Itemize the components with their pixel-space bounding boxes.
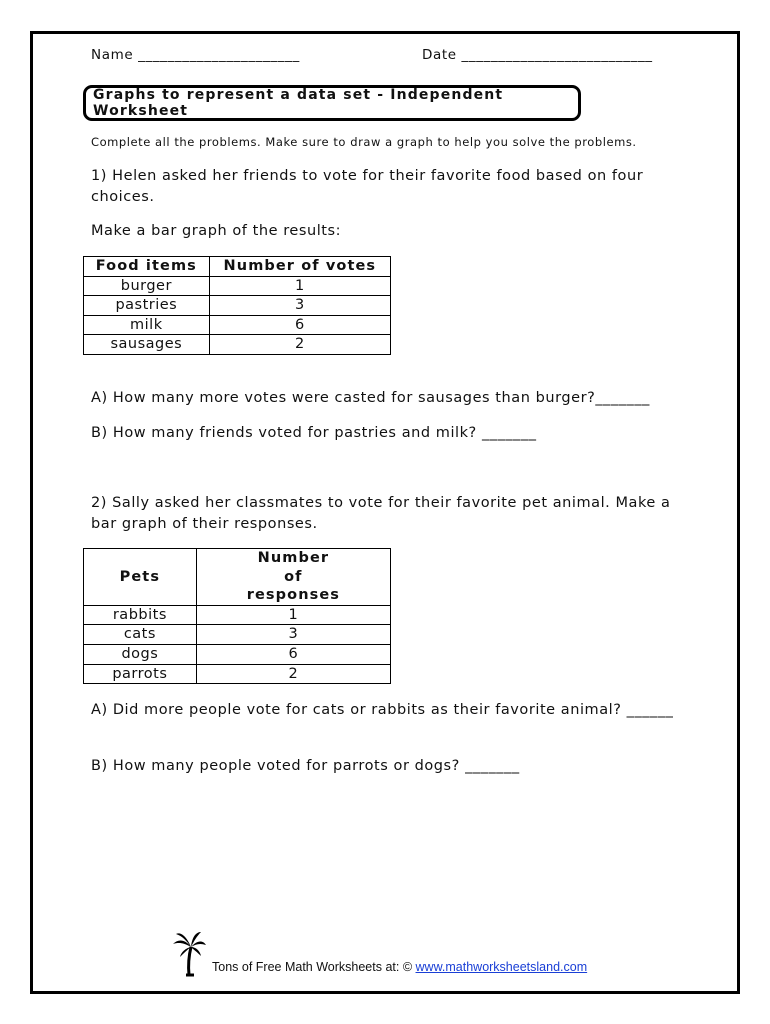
table-header-row (84, 257, 391, 277)
votes-cell: 6 (209, 315, 390, 335)
pet-cell: rabbits (84, 605, 197, 625)
name-field-label: Name ______________________ (91, 47, 300, 63)
pet-responses-table (83, 548, 391, 684)
responses-cell: 2 (196, 664, 390, 684)
instructions: Complete all the problems. Make sure to draw a graph to help you solve the problems. (91, 135, 637, 149)
footer-text (212, 960, 587, 974)
food-item-cell: sausages (84, 335, 210, 355)
table-row (84, 605, 391, 625)
responses-cell: 6 (196, 644, 390, 664)
food-item-cell: burger (84, 276, 210, 296)
column-header: Number of votes (209, 257, 390, 277)
worksheet-title: Graphs to represent a data set - Independent Worksheet (93, 87, 504, 119)
table-row (84, 276, 391, 296)
table-row (84, 335, 391, 355)
problem1-task: Make a bar graph of the results: (91, 223, 342, 239)
table-row (84, 315, 391, 335)
problem2-prompt: 2) Sally asked her classmates to vote for their favorite pet animal. Make a bar graph of their responses. (91, 495, 671, 532)
problem1-question-b: B) How many friends voted for pastries and milk? _______ (91, 425, 537, 441)
food-item-cell: pastries (84, 296, 210, 316)
votes-cell: 1 (209, 276, 390, 296)
column-header: Food items (84, 257, 210, 277)
date-field-label: Date __________________________ (422, 47, 653, 63)
column-header: Pets (84, 549, 197, 606)
problem1-question-a: A) How many more votes were casted for sausages than burger?_______ (91, 390, 650, 406)
table-row (84, 664, 391, 684)
responses-cell: 3 (196, 625, 390, 645)
website-link[interactable]: www.mathworksheetsland.com (415, 960, 588, 974)
problem2-question-b: B) How many people voted for parrots or dogs? _______ (91, 758, 520, 774)
food-item-cell: milk (84, 315, 210, 335)
table-row (84, 296, 391, 316)
responses-cell: 1 (196, 605, 390, 625)
votes-cell: 3 (209, 296, 390, 316)
footer-caption: Tons of Free Math Worksheets at: © (212, 960, 413, 974)
pet-cell: dogs (84, 644, 197, 664)
palm-tree-icon (172, 931, 206, 981)
column-header: Number of responses (196, 549, 390, 606)
problem1-prompt: 1) Helen asked her friends to vote for their favorite food based on four choices. (91, 168, 644, 205)
table-header-row (84, 549, 391, 606)
table-row (84, 625, 391, 645)
footer (172, 931, 587, 981)
pet-cell: parrots (84, 664, 197, 684)
pet-cell: cats (84, 625, 197, 645)
votes-cell: 2 (209, 335, 390, 355)
problem2-question-a: A) Did more people vote for cats or rabbits as their favorite animal? ______ (91, 702, 674, 718)
food-votes-table (83, 256, 391, 355)
title-box (83, 85, 581, 121)
table-row (84, 644, 391, 664)
